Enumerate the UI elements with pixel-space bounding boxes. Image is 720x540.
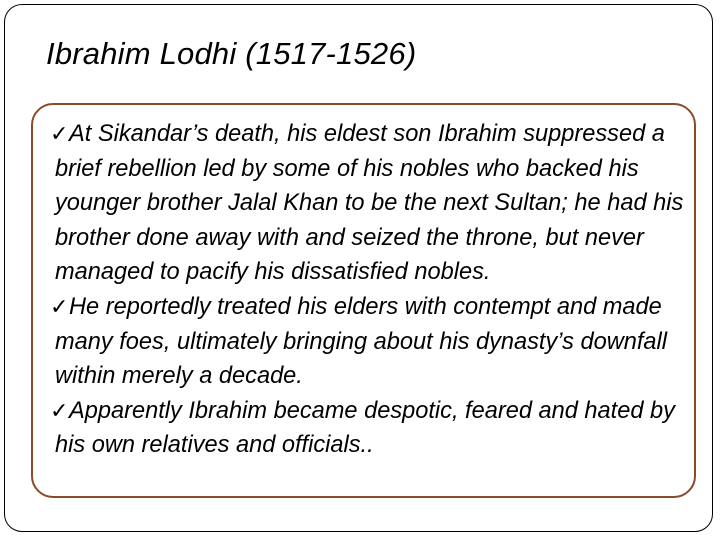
bullet-list bbox=[50, 117, 695, 463]
slide-title: Ibrahim Lodhi (1517-1526) bbox=[46, 36, 417, 71]
bullet-item-1 bbox=[50, 117, 695, 290]
bullet-item-2 bbox=[50, 290, 695, 394]
bullet-text-2: He reportedly treated his elders with contempt and made many foes, ultimately bringing about his dynasty’s downfall within merely a decade. bbox=[55, 293, 668, 390]
check-mark-icon: ✓ bbox=[50, 397, 69, 423]
bullet-item-3 bbox=[50, 394, 695, 463]
check-mark-icon: ✓ bbox=[50, 121, 69, 146]
check-mark-icon: ✓ bbox=[50, 293, 69, 319]
bullet-text-3: Apparently Ibrahim became despotic, feared and hated by his own relatives and officials.. bbox=[55, 397, 675, 459]
bullet-text-1: At Sikandar’s death, his eldest son Ibrahim suppressed a brief rebellion led by some of his nobles who backed his younger brother Jalal Khan to be the next Sultan; he had his brother done away with and seized the throne, but never managed to pacify his dissatisfied nobles. bbox=[55, 121, 684, 286]
